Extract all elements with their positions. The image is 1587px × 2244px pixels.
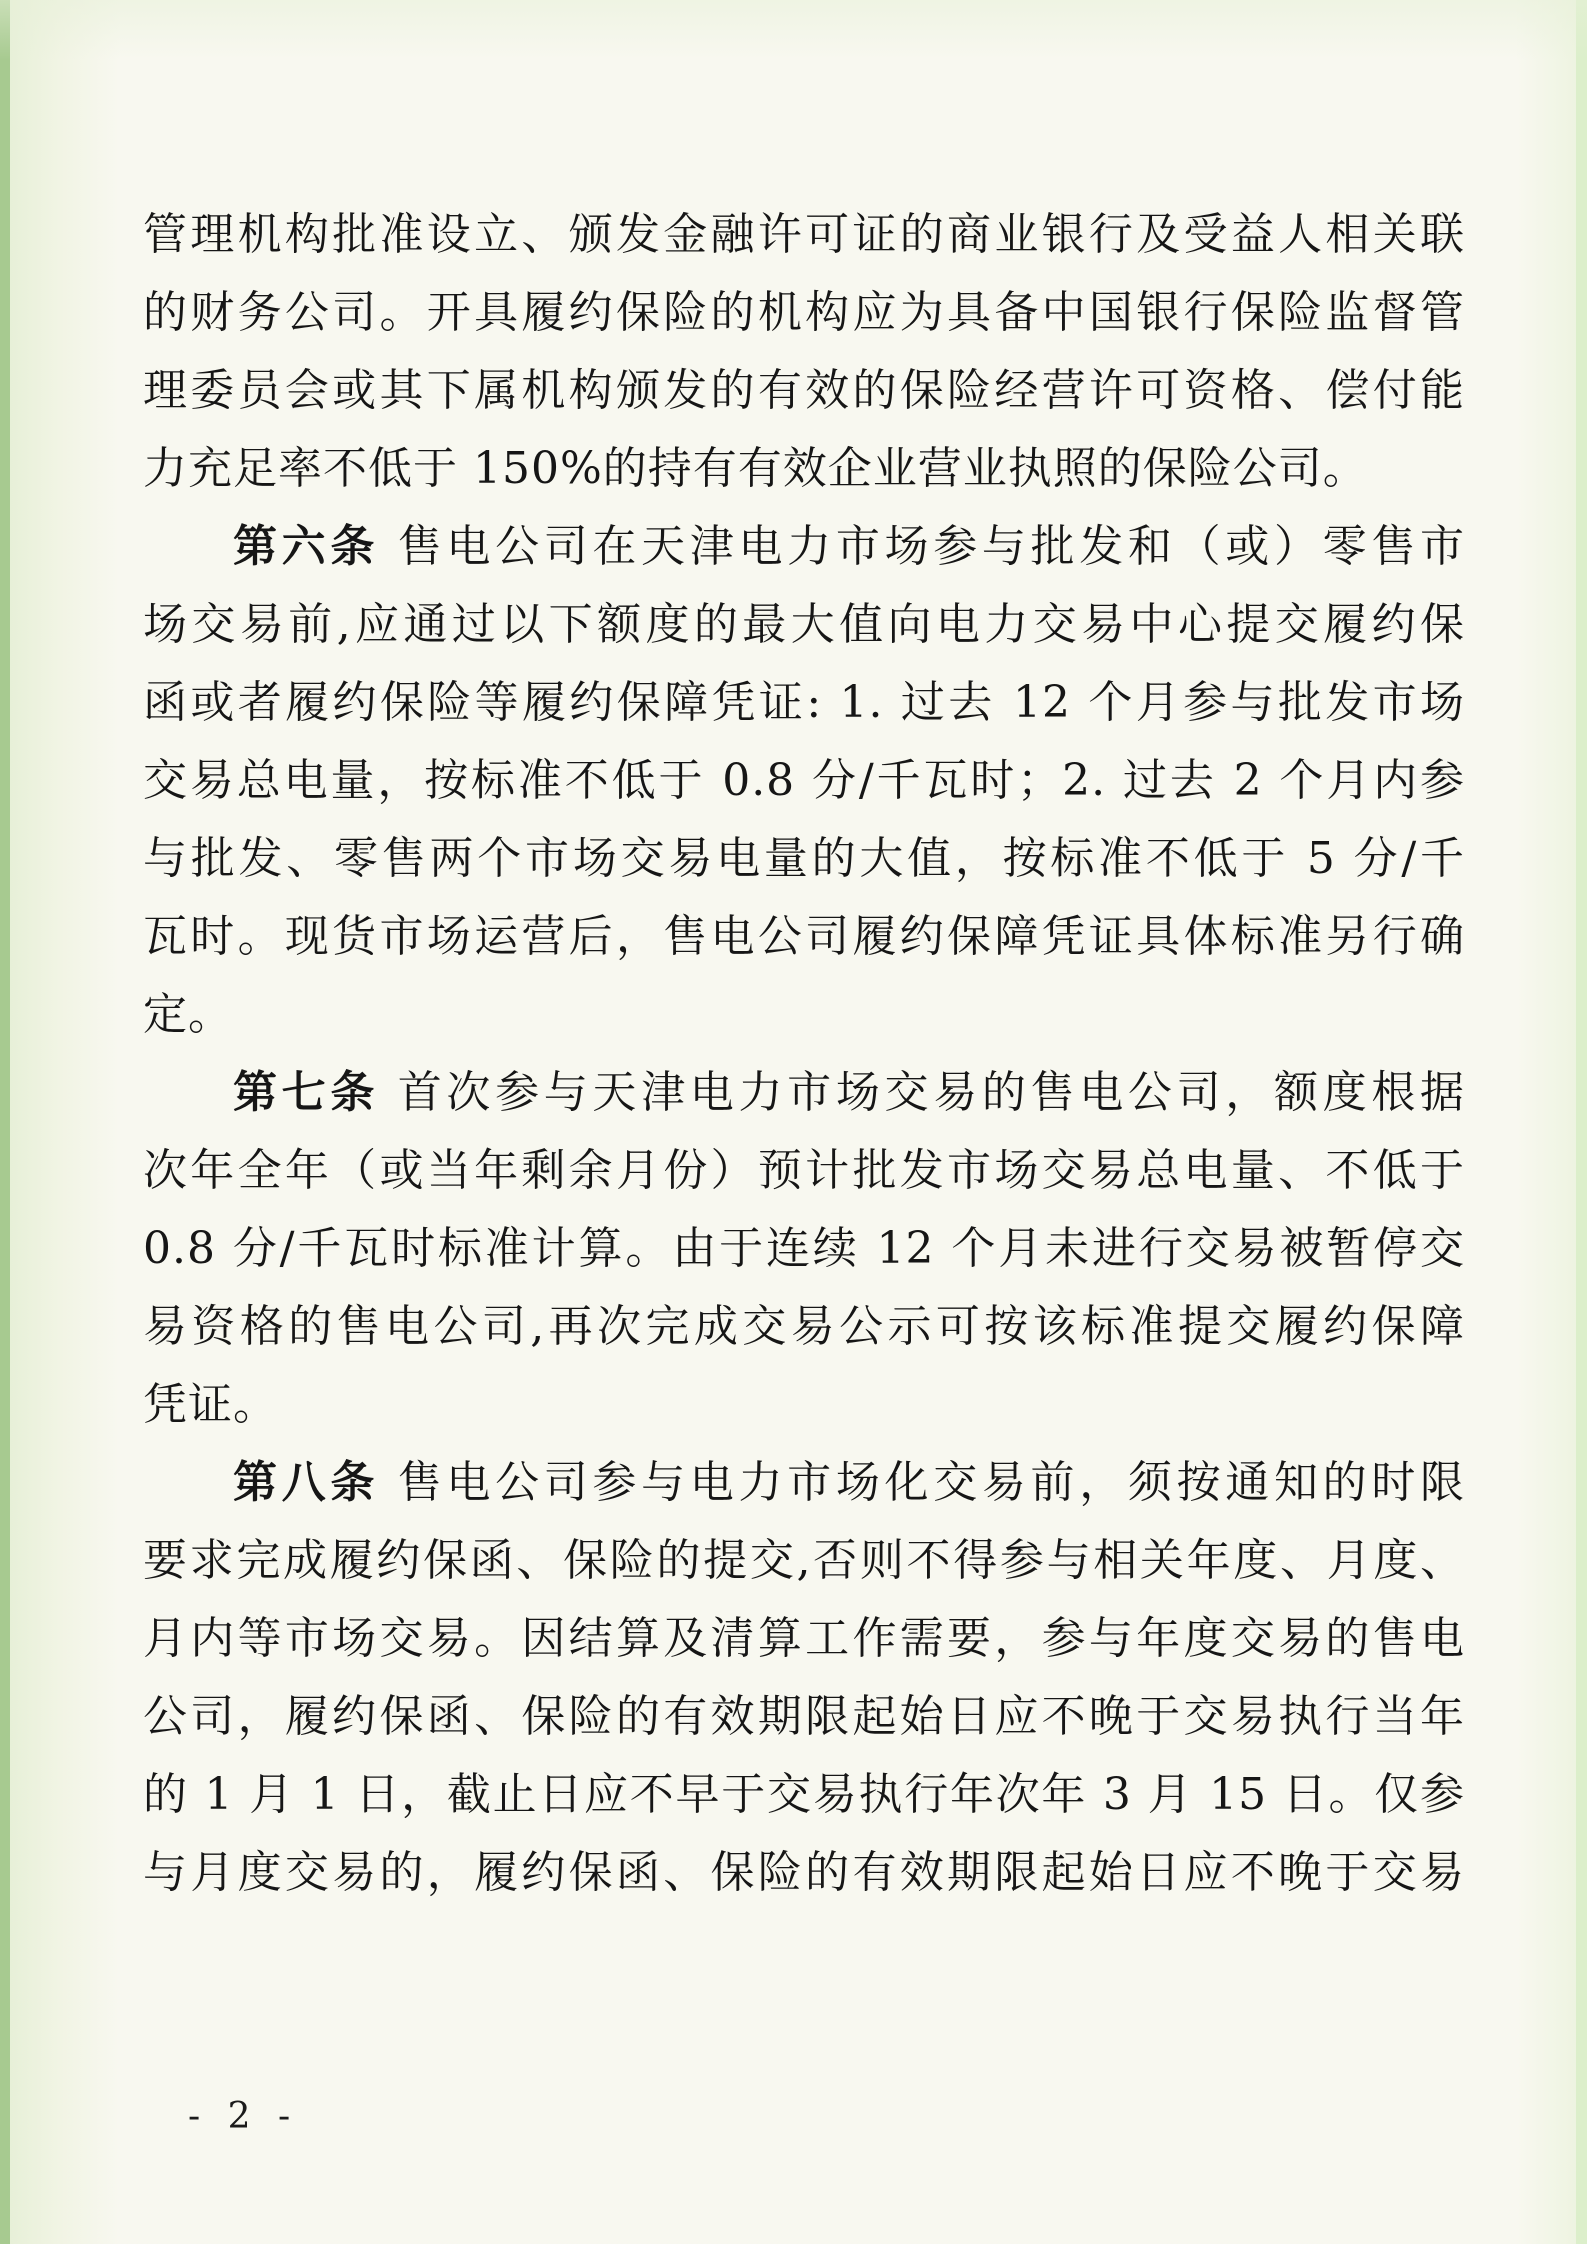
body-line <box>143 820 1465 898</box>
body-line <box>143 1600 1465 1678</box>
body-line <box>143 976 1465 1054</box>
body-text: 交易总电量，按标准不低于 0.8 分/千瓦时；2. 过去 2 个月内参 <box>143 755 1465 806</box>
body-line <box>143 664 1465 742</box>
body-line <box>143 1132 1465 1210</box>
body-line <box>143 898 1465 976</box>
body-line <box>143 196 1465 274</box>
body-text: 月内等市场交易。因结算及清算工作需要，参与年度交易的售电 <box>143 1613 1465 1664</box>
body-line <box>143 508 1465 586</box>
body-text: 首次参与天津电力市场交易的售电公司，额度根据 <box>379 1067 1466 1118</box>
body-line <box>143 1678 1465 1756</box>
body-line <box>143 1522 1465 1600</box>
body-text: 场交易前,应通过以下额度的最大值向电力交易中心提交履约保 <box>143 599 1465 650</box>
body-line <box>143 586 1465 664</box>
body-text: 售电公司参与电力市场化交易前，须按通知的时限 <box>379 1457 1466 1508</box>
body-line <box>143 430 1465 508</box>
body-text: 力充足率不低于 150%的持有有效企业营业执照的保险公司。 <box>143 443 1368 494</box>
body-text: 管理机构批准设立、颁发金融许可证的商业银行及受益人相关联 <box>143 209 1465 260</box>
body-line <box>143 1444 1465 1522</box>
body-line <box>143 1288 1465 1366</box>
body-text: 与月度交易的，履约保函、保险的有效期限起始日应不晚于交易 <box>143 1847 1465 1898</box>
body-text: 函或者履约保险等履约保障凭证: 1. 过去 12 个月参与批发市场 <box>143 677 1465 728</box>
body-line <box>143 1054 1465 1132</box>
article-heading: 第六条 <box>233 522 380 571</box>
body-text: 0.8 分/千瓦时标准计算。由于连续 12 个月未进行交易被暂停交 <box>143 1223 1465 1274</box>
body-text: 次年全年（或当年剩余月份）预计批发市场交易总电量、不低于 <box>143 1145 1465 1196</box>
body-text: 要求完成履约保函、保险的提交,否则不得参与相关年度、月度、 <box>143 1535 1465 1586</box>
document-body <box>143 196 1465 1912</box>
body-text: 的 1 月 1 日，截止日应不早于交易执行年次年 3 月 15 日。仅参 <box>143 1769 1465 1820</box>
body-line <box>143 352 1465 430</box>
body-line <box>143 1366 1465 1444</box>
body-text: 与批发、零售两个市场交易电量的大值，按标准不低于 5 分/千 <box>143 833 1465 884</box>
article-heading: 第八条 <box>233 1458 380 1507</box>
body-text: 的财务公司。开具履约保险的机构应为具备中国银行保险监督管 <box>143 287 1465 338</box>
body-line <box>143 1756 1465 1834</box>
page-number: - 2 - <box>188 2096 299 2137</box>
body-text: 公司，履约保函、保险的有效期限起始日应不晚于交易执行当年 <box>143 1691 1465 1742</box>
body-text: 瓦时。现货市场运营后，售电公司履约保障凭证具体标准另行确 <box>143 911 1465 962</box>
body-text: 凭证。 <box>143 1379 278 1430</box>
article-heading: 第七条 <box>233 1068 380 1117</box>
scan-edge-top-wash <box>0 0 1587 60</box>
scan-edge-right-wash <box>1516 0 1576 2244</box>
scan-edge-left-wash <box>10 0 120 2244</box>
body-line <box>143 274 1465 352</box>
scan-edge-right-bar <box>1576 0 1587 2244</box>
body-line <box>143 742 1465 820</box>
body-text: 易资格的售电公司,再次完成交易公示可按该标准提交履约保障 <box>143 1301 1465 1352</box>
body-line <box>143 1210 1465 1288</box>
body-text: 售电公司在天津电力市场参与批发和（或）零售市 <box>379 521 1466 572</box>
body-text: 理委员会或其下属机构颁发的有效的保险经营许可资格、偿付能 <box>143 365 1465 416</box>
scan-edge-left-bar <box>0 0 10 2244</box>
body-text: 定。 <box>143 989 233 1040</box>
body-line <box>143 1834 1465 1912</box>
